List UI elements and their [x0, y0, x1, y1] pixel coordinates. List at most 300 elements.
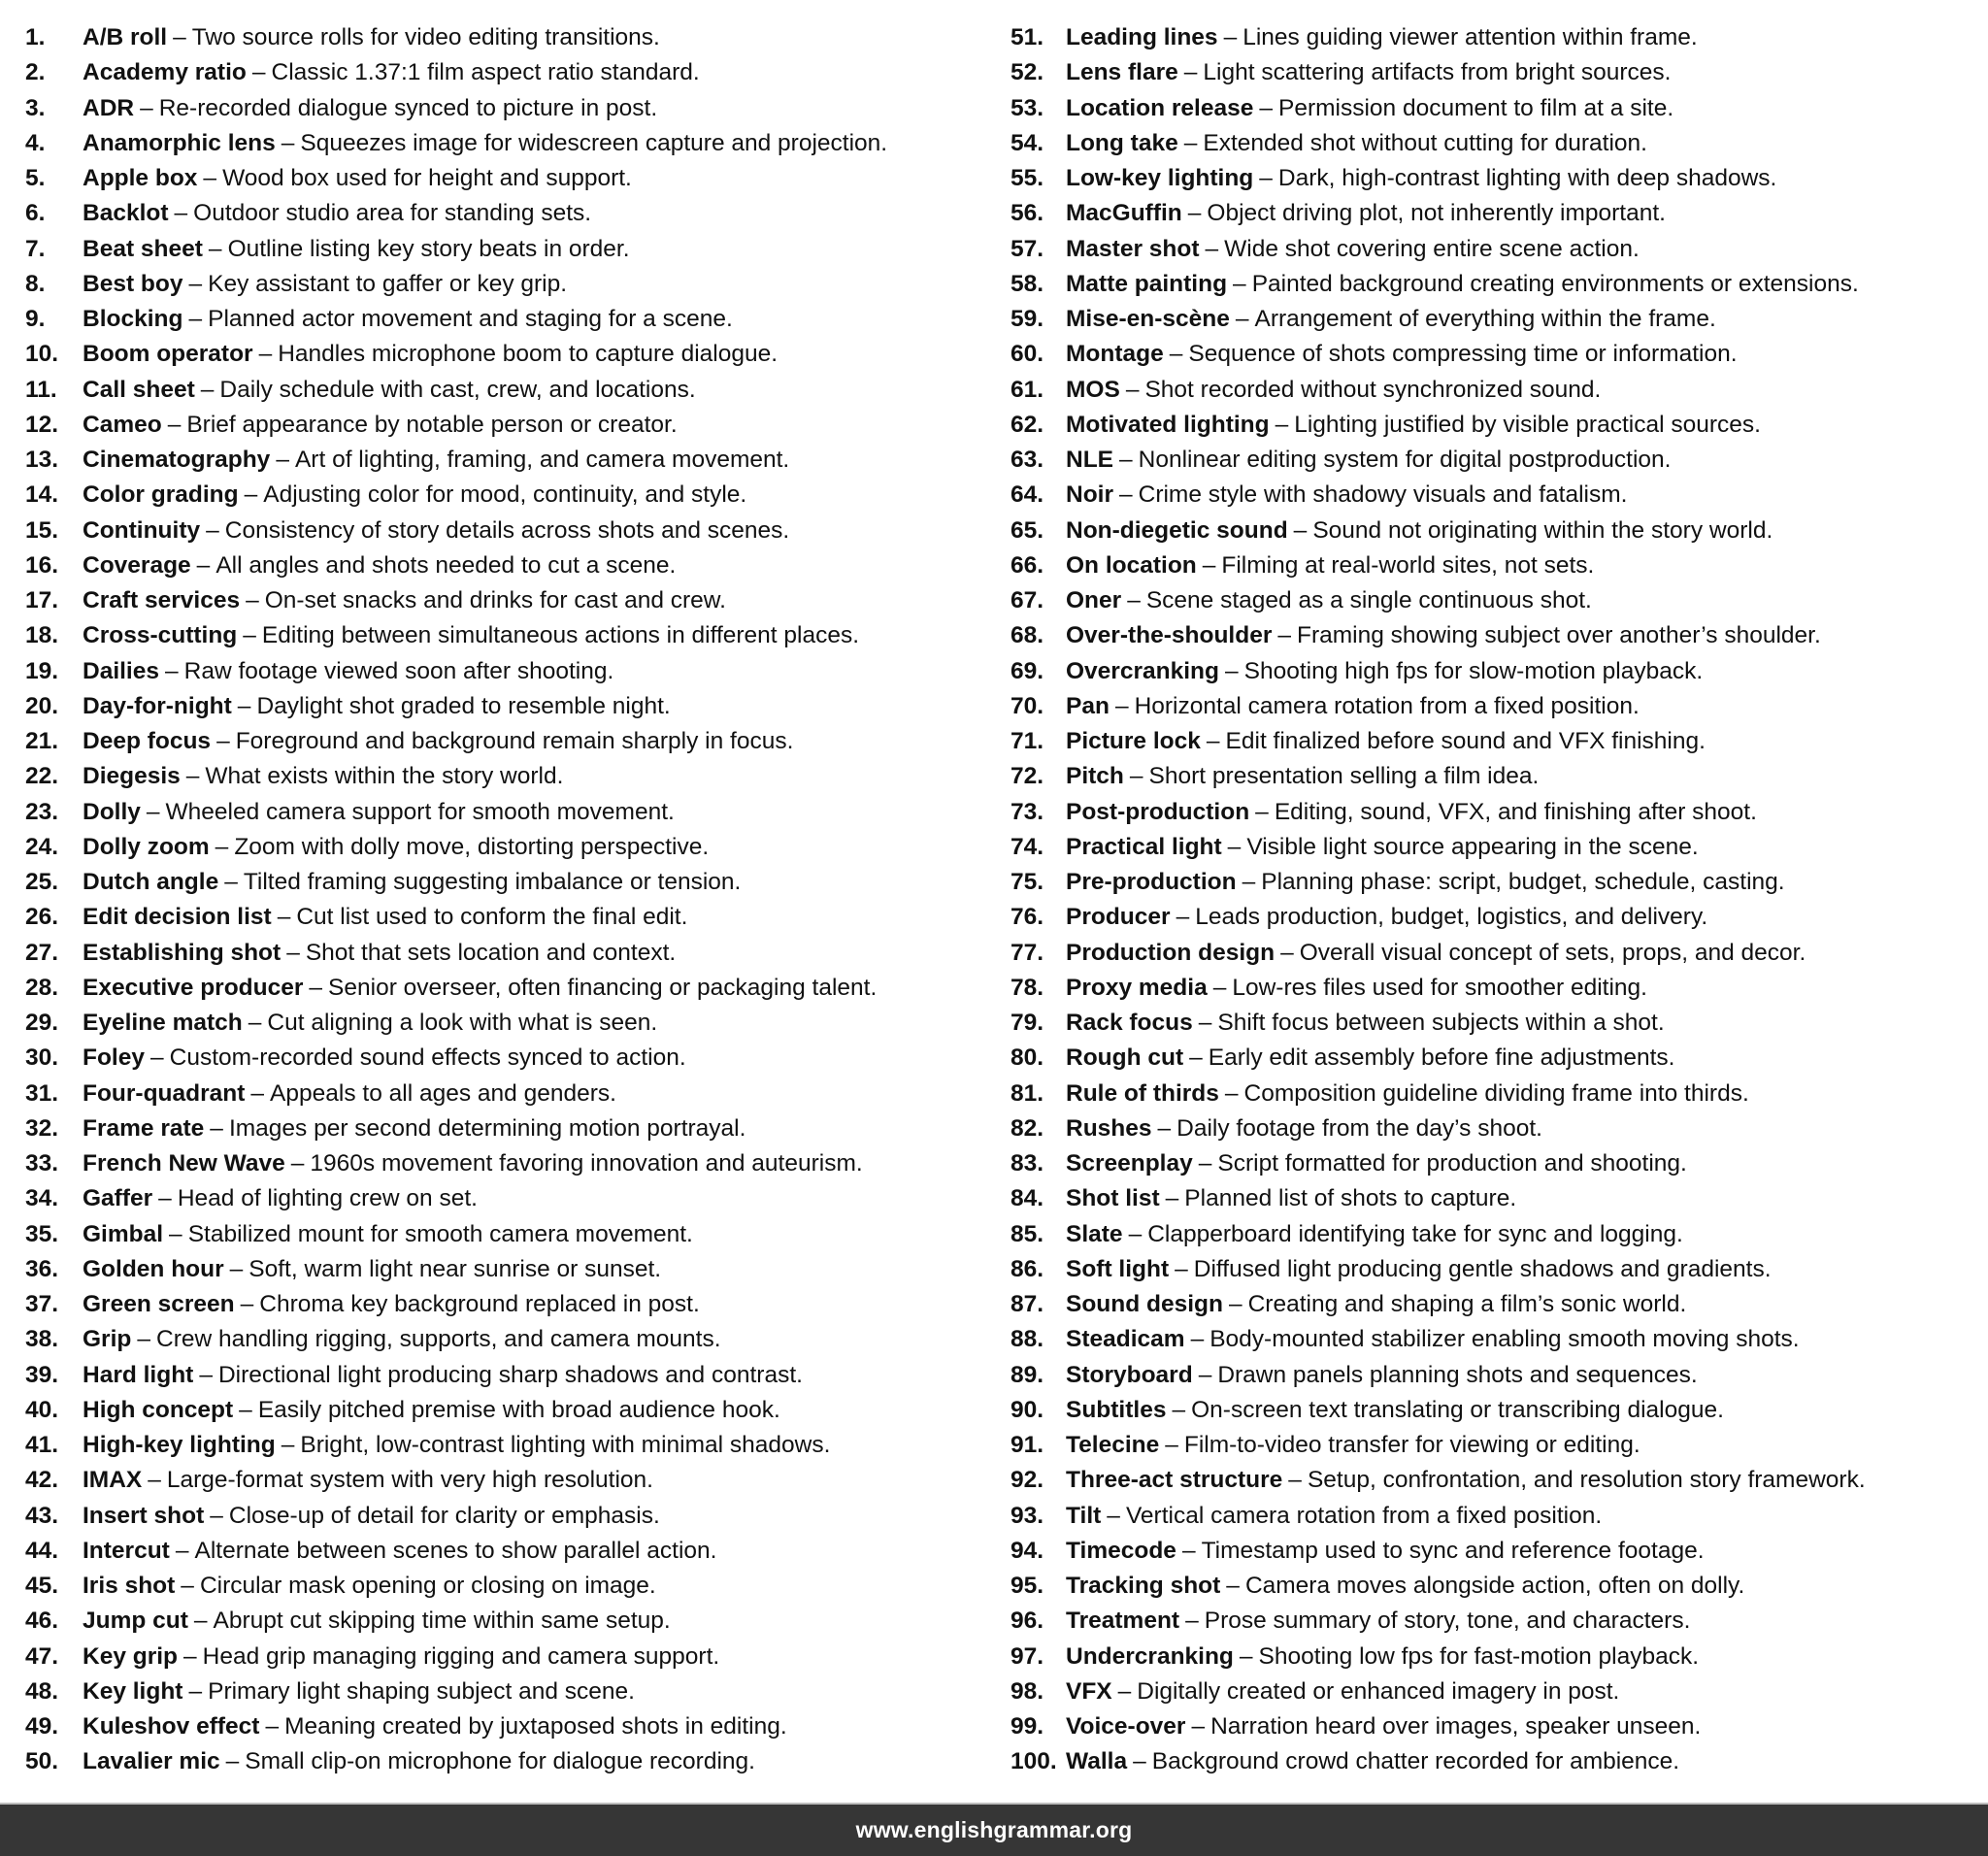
item-body: [1066, 408, 1761, 443]
item-separator: –: [248, 1010, 262, 1036]
item-number: 86.: [1011, 1255, 1044, 1282]
glossary-item: [1011, 232, 1866, 267]
glossary-item: [1011, 302, 1866, 337]
item-separator: –: [246, 587, 259, 613]
item-body: [1066, 55, 1671, 90]
item-body: [1066, 1428, 1640, 1463]
item-body: [83, 1569, 656, 1604]
item-separator: –: [188, 1677, 203, 1705]
item-term: Telecine: [1066, 1432, 1160, 1458]
item-number: 95.: [1011, 1573, 1044, 1599]
item-body: [1066, 1252, 1772, 1287]
item-definition: Stabilized mount for smooth camera movement.: [187, 1220, 693, 1247]
item-separator: –: [210, 1502, 223, 1529]
item-separator: –: [1212, 974, 1227, 1001]
item-number: 85.: [1011, 1220, 1044, 1247]
item-definition: Close-up of detail for clarity or emphasis.: [228, 1502, 660, 1529]
item-number: 3.: [25, 94, 46, 121]
item-definition: Script formatted for production and shooting.: [1217, 1150, 1687, 1177]
item-separator: –: [193, 1607, 208, 1635]
glossary-item: [25, 1146, 887, 1181]
item-term: Soft light: [1066, 1255, 1170, 1282]
item-number: 27.: [25, 939, 59, 966]
item-definition: Horizontal camera rotation from a fixed position.: [1134, 692, 1640, 719]
item-separator: –: [137, 1326, 151, 1353]
item-body: [1066, 1674, 1619, 1709]
item-number: 88.: [1011, 1326, 1044, 1353]
item-definition: Film-to-video transfer for viewing or editing.: [1183, 1432, 1640, 1458]
item-definition: Outline listing key story beats in order.: [227, 235, 630, 262]
item-number: 17.: [25, 587, 59, 613]
item-definition: Crime style with shadowy visuals and fatalism.: [1138, 481, 1628, 509]
item-term: Storyboard: [1066, 1361, 1193, 1388]
glossary-item: [25, 302, 887, 337]
item-definition: Shot that sets location and context.: [305, 939, 677, 966]
item-number: 7.: [25, 235, 46, 262]
glossary-item: [25, 91, 887, 126]
item-body: [83, 161, 632, 196]
glossary-item: [25, 1252, 887, 1287]
item-term: Key light: [83, 1677, 183, 1705]
glossary-item: [25, 1640, 887, 1674]
item-term: Beat sheet: [83, 235, 203, 262]
glossary-item: [25, 618, 887, 653]
glossary-item: [25, 1393, 887, 1428]
glossary-item: [1011, 373, 1866, 408]
item-body: [1066, 1393, 1724, 1428]
item-number: 62.: [1011, 411, 1044, 438]
glossary-item: [1011, 196, 1866, 231]
glossary-item: [1011, 126, 1866, 161]
item-term: Edit decision list: [83, 904, 272, 931]
item-number: 92.: [1011, 1467, 1044, 1494]
glossary-item: [25, 267, 887, 302]
item-term: Intercut: [83, 1537, 170, 1564]
item-number: 38.: [25, 1326, 59, 1353]
item-body: [83, 1111, 746, 1146]
item-definition: Nonlinear editing system for digital postproduction.: [1138, 447, 1672, 473]
item-separator: –: [251, 59, 266, 86]
glossary-item: [1011, 654, 1866, 689]
item-term: Long take: [1066, 129, 1178, 156]
item-body: [1066, 302, 1716, 337]
item-definition: Painted background creating environments or extensions.: [1251, 270, 1859, 297]
item-body: [83, 1674, 635, 1709]
item-body: [1066, 443, 1671, 478]
item-body: [83, 1499, 660, 1534]
glossary-item: [1011, 1322, 1866, 1357]
item-number: 28.: [25, 974, 59, 1001]
glossary-item: [25, 724, 887, 759]
glossary-item: [25, 654, 887, 689]
item-definition: Consistency of story details across shots and scenes.: [224, 516, 790, 544]
item-definition: Creating and shaping a film’s sonic world.: [1247, 1291, 1687, 1317]
item-number: 97.: [1011, 1642, 1044, 1670]
item-definition: Planned actor movement and staging for a scene.: [208, 306, 733, 332]
item-separator: –: [229, 1255, 244, 1282]
item-body: [83, 478, 746, 513]
item-definition: Planned list of shots to capture.: [1184, 1185, 1517, 1212]
item-number: 68.: [1011, 622, 1044, 649]
glossary-item: [1011, 548, 1866, 583]
item-separator: –: [1128, 1220, 1143, 1247]
glossary-item: [25, 1569, 887, 1604]
glossary-item: [1011, 514, 1866, 548]
item-definition: Leads production, budget, logistics, and delivery.: [1195, 904, 1708, 931]
item-body: [83, 1252, 661, 1287]
item-number: 55.: [1011, 165, 1044, 191]
item-term: Pre-production: [1066, 869, 1237, 895]
footer-site-url[interactable]: www.englishgrammar.org: [855, 1817, 1133, 1842]
glossary-item: [1011, 1077, 1866, 1111]
item-body: [83, 830, 709, 865]
glossary-column-right: [1011, 20, 1866, 1780]
glossary-item: [1011, 1744, 1866, 1779]
glossary-item: [25, 478, 887, 513]
item-body: [1066, 196, 1666, 231]
item-body: [1066, 1217, 1683, 1252]
item-number: 53.: [1011, 94, 1044, 121]
item-separator: –: [1224, 657, 1239, 684]
item-term: Dolly: [83, 798, 141, 825]
item-body: [1066, 91, 1673, 126]
item-body: [83, 1146, 863, 1181]
item-separator: –: [1119, 447, 1133, 473]
item-number: 9.: [25, 306, 46, 332]
item-number: 41.: [25, 1432, 59, 1458]
item-number: 39.: [25, 1361, 59, 1388]
glossary-item: [25, 865, 887, 900]
item-body: [1066, 971, 1647, 1006]
item-number: 35.: [25, 1220, 59, 1247]
item-definition: Outdoor studio area for standing sets.: [193, 200, 592, 227]
glossary-item: [1011, 1604, 1866, 1639]
item-separator: –: [290, 1150, 305, 1177]
item-separator: –: [188, 270, 203, 297]
item-body: [83, 1041, 686, 1076]
item-term: Key grip: [83, 1642, 179, 1670]
item-definition: Shooting low fps for fast-motion playback.: [1258, 1642, 1700, 1670]
item-definition: Editing, sound, VFX, and finishing after shoot.: [1274, 798, 1757, 825]
item-term: Rushes: [1066, 1114, 1152, 1142]
glossary-item: [25, 1604, 887, 1639]
item-separator: –: [1227, 833, 1242, 860]
item-term: Proxy media: [1066, 974, 1208, 1001]
item-body: [83, 936, 676, 971]
item-term: Tilt: [1066, 1502, 1102, 1529]
glossary-item: [25, 161, 887, 196]
item-body: [83, 1640, 719, 1674]
item-body: [83, 759, 563, 794]
item-body: [1066, 373, 1601, 408]
item-number: 58.: [1011, 270, 1044, 297]
item-separator: –: [1205, 235, 1219, 262]
item-separator: –: [281, 1432, 295, 1458]
item-number: 84.: [1011, 1185, 1044, 1212]
item-separator: –: [1223, 24, 1238, 50]
item-term: Call sheet: [83, 376, 195, 403]
item-definition: Art of lighting, framing, and camera movement.: [294, 447, 790, 473]
item-number: 79.: [1011, 1010, 1044, 1036]
item-body: [1066, 618, 1821, 653]
item-term: Cameo: [83, 411, 162, 438]
item-definition: Lines guiding viewer attention within frame.: [1242, 24, 1698, 50]
item-body: [83, 548, 676, 583]
glossary-item: [25, 514, 887, 548]
item-number: 65.: [1011, 516, 1044, 544]
item-separator: –: [203, 165, 217, 191]
item-definition: Timestamp used to sync and reference footage.: [1201, 1537, 1705, 1564]
glossary-item: [1011, 1111, 1866, 1146]
item-number: 45.: [25, 1573, 59, 1599]
item-definition: Daylight shot graded to resemble night.: [256, 692, 671, 719]
glossary-item: [25, 1428, 887, 1463]
item-body: [1066, 514, 1773, 548]
item-body: [1066, 548, 1594, 583]
item-number: 74.: [1011, 833, 1044, 860]
item-separator: –: [1224, 1079, 1239, 1107]
item-number: 75.: [1011, 869, 1044, 895]
item-body: [1066, 267, 1859, 302]
item-definition: Senior overseer, often financing or packaging talent.: [328, 974, 878, 1001]
item-separator: –: [1114, 692, 1129, 719]
glossary-item: [1011, 55, 1866, 90]
item-body: [1066, 1569, 1744, 1604]
item-term: Dailies: [83, 657, 159, 684]
item-term: Rack focus: [1066, 1010, 1193, 1036]
item-number: 10.: [25, 341, 59, 368]
item-number: 13.: [25, 447, 59, 473]
item-term: Production design: [1066, 939, 1276, 966]
item-separator: –: [237, 692, 251, 719]
item-number: 80.: [1011, 1044, 1044, 1072]
item-body: [1066, 161, 1776, 196]
item-definition: Cut aligning a look with what is seen.: [267, 1010, 658, 1036]
item-number: 5.: [25, 165, 46, 191]
item-term: Lens flare: [1066, 59, 1178, 86]
item-number: 46.: [25, 1607, 59, 1635]
item-body: [1066, 1358, 1698, 1393]
glossary-item: [25, 1041, 887, 1076]
glossary-item: [1011, 1709, 1866, 1744]
glossary-item: [1011, 1041, 1866, 1076]
item-term: Dutch angle: [83, 869, 219, 895]
item-term: ADR: [83, 94, 135, 121]
item-term: Walla: [1066, 1748, 1128, 1775]
item-separator: –: [1133, 1748, 1146, 1775]
item-separator: –: [1129, 763, 1143, 790]
item-number: 87.: [1011, 1291, 1044, 1317]
item-term: Non-diegetic sound: [1066, 516, 1288, 544]
glossary-item: [25, 1709, 887, 1744]
item-term: Four-quadrant: [83, 1079, 246, 1107]
item-number: 36.: [25, 1255, 59, 1282]
item-number: 43.: [25, 1502, 59, 1529]
item-definition: Head of lighting crew on set.: [177, 1185, 478, 1212]
item-number: 77.: [1011, 939, 1044, 966]
item-definition: Shot recorded without synchronized sound.: [1144, 376, 1602, 403]
item-body: [83, 443, 789, 478]
item-separator: –: [1235, 306, 1249, 332]
glossary-item: [1011, 1463, 1866, 1498]
item-separator: –: [181, 1573, 194, 1599]
item-number: 63.: [1011, 447, 1044, 473]
item-definition: Framing showing subject over another’s shoulder.: [1297, 622, 1821, 649]
item-term: Mise-en-scène: [1066, 306, 1230, 332]
glossary-item: [1011, 830, 1866, 865]
item-definition: On-set snacks and drinks for cast and crew.: [264, 587, 726, 613]
item-body: [1066, 759, 1539, 794]
item-definition: All angles and shots needed to cut a scene.: [215, 551, 677, 579]
item-term: Cinematography: [83, 447, 271, 473]
item-body: [83, 514, 789, 548]
item-definition: Light scattering artifacts from bright sources.: [1203, 59, 1672, 86]
item-definition: Visible light source appearing in the scene.: [1246, 833, 1699, 860]
item-term: Golden hour: [83, 1255, 224, 1282]
item-term: Insert shot: [83, 1502, 205, 1529]
item-separator: –: [1277, 622, 1292, 649]
item-separator: –: [286, 939, 300, 966]
item-body: [83, 55, 700, 90]
item-definition: Clapperboard identifying take for sync and logging.: [1147, 1220, 1683, 1247]
item-body: [1066, 1534, 1705, 1569]
item-number: 71.: [1011, 728, 1044, 754]
glossary-item: [25, 443, 887, 478]
glossary-item: [1011, 337, 1866, 372]
item-body: [1066, 830, 1699, 865]
item-separator: –: [150, 1044, 164, 1072]
glossary-item: [25, 759, 887, 794]
item-number: 48.: [25, 1677, 59, 1705]
item-separator: –: [1198, 1361, 1212, 1388]
item-term: Over-the-shoulder: [1066, 622, 1273, 649]
item-definition: Adjusting color for mood, continuity, and style.: [263, 481, 747, 509]
item-number: 98.: [1011, 1677, 1044, 1705]
item-term: Location release: [1066, 94, 1254, 121]
item-separator: –: [1176, 904, 1190, 931]
item-number: 20.: [25, 692, 59, 719]
item-number: 89.: [1011, 1361, 1044, 1388]
item-term: High concept: [83, 1396, 234, 1423]
item-number: 24.: [25, 833, 59, 860]
item-term: Treatment: [1066, 1607, 1180, 1635]
item-definition: Composition guideline dividing frame into thirds.: [1243, 1079, 1749, 1107]
glossary-item: [25, 1358, 887, 1393]
item-term: Shot list: [1066, 1185, 1160, 1212]
item-definition: On-screen text translating or transcribing dialogue.: [1191, 1396, 1724, 1423]
item-definition: Filming at real-world sites, not sets.: [1221, 551, 1595, 579]
glossary-item: [25, 1322, 887, 1357]
item-body: [83, 724, 793, 759]
item-definition: Chroma key background replaced in post.: [259, 1291, 700, 1317]
item-definition: Digitally created or enhanced imagery in post.: [1137, 1677, 1620, 1705]
item-separator: –: [1127, 587, 1141, 613]
item-number: 44.: [25, 1537, 59, 1564]
item-body: [83, 267, 567, 302]
item-definition: Daily schedule with cast, crew, and locations.: [219, 376, 696, 403]
item-number: 94.: [1011, 1537, 1044, 1564]
item-separator: –: [1175, 1255, 1188, 1282]
item-separator: –: [165, 657, 179, 684]
item-term: MacGuffin: [1066, 200, 1182, 227]
item-definition: Head grip managing rigging and camera support.: [202, 1642, 720, 1670]
item-definition: Images per second determining motion portrayal.: [228, 1114, 746, 1142]
item-definition: Sequence of shots compressing time or information.: [1188, 341, 1738, 368]
item-definition: Primary light shaping subject and scene.: [208, 1677, 635, 1705]
item-term: Master shot: [1066, 235, 1200, 262]
item-number: 52.: [1011, 59, 1044, 86]
item-term: High-key lighting: [83, 1432, 276, 1458]
item-number: 69.: [1011, 657, 1044, 684]
item-term: Post-production: [1066, 798, 1250, 825]
glossary-column-left: [25, 20, 887, 1780]
item-term: Kuleshov effect: [83, 1713, 260, 1740]
item-term: Noir: [1066, 481, 1113, 509]
item-number: 100.: [1011, 1748, 1057, 1775]
item-term: French New Wave: [83, 1150, 285, 1177]
item-term: Eyeline match: [83, 1010, 243, 1036]
item-body: [83, 795, 675, 830]
item-number: 23.: [25, 798, 59, 825]
item-separator: –: [1288, 1467, 1302, 1494]
item-term: MOS: [1066, 376, 1120, 403]
item-term: Producer: [1066, 904, 1171, 931]
item-separator: –: [1280, 939, 1294, 966]
item-body: [83, 302, 733, 337]
item-number: 78.: [1011, 974, 1044, 1001]
item-separator: –: [240, 1291, 254, 1317]
glossary-item: [25, 373, 887, 408]
item-body: [1066, 20, 1698, 55]
item-definition: What exists within the story world.: [205, 763, 564, 790]
item-definition: Drawn panels planning shots and sequences.: [1217, 1361, 1698, 1388]
item-separator: –: [1165, 1185, 1179, 1212]
item-term: Coverage: [83, 551, 191, 579]
item-definition: Custom-recorded sound effects synced to action.: [169, 1044, 686, 1072]
item-number: 49.: [25, 1713, 59, 1740]
item-term: NLE: [1066, 447, 1113, 473]
item-number: 81.: [1011, 1079, 1044, 1107]
glossary-item: [25, 1744, 887, 1779]
item-number: 93.: [1011, 1502, 1044, 1529]
item-separator: –: [1239, 1642, 1253, 1670]
glossary-item: [1011, 443, 1866, 478]
item-term: Voice-over: [1066, 1713, 1186, 1740]
item-number: 47.: [25, 1642, 59, 1670]
item-body: [1066, 1499, 1602, 1534]
item-definition: Setup, confrontation, and resolution story framework.: [1307, 1467, 1866, 1494]
item-term: Picture lock: [1066, 728, 1201, 754]
item-separator: –: [1198, 1150, 1212, 1177]
glossary-item: [1011, 1181, 1866, 1216]
item-body: [83, 689, 671, 724]
item-body: [1066, 1604, 1690, 1639]
glossary-item: [1011, 971, 1866, 1006]
item-definition: Permission document to film at a site.: [1278, 94, 1674, 121]
item-term: Apple box: [83, 165, 198, 191]
item-number: 33.: [25, 1150, 59, 1177]
item-separator: –: [174, 200, 188, 227]
item-separator: –: [1233, 270, 1246, 297]
item-definition: Early edit assembly before fine adjustments.: [1208, 1044, 1675, 1072]
item-number: 16.: [25, 551, 59, 579]
item-term: Day-for-night: [83, 692, 232, 719]
item-separator: –: [1275, 411, 1289, 438]
glossary-item: [25, 20, 887, 55]
item-definition: Crew handling rigging, supports, and camera mounts.: [156, 1326, 721, 1353]
item-number: 18.: [25, 622, 59, 649]
glossary-item: [25, 1463, 887, 1498]
